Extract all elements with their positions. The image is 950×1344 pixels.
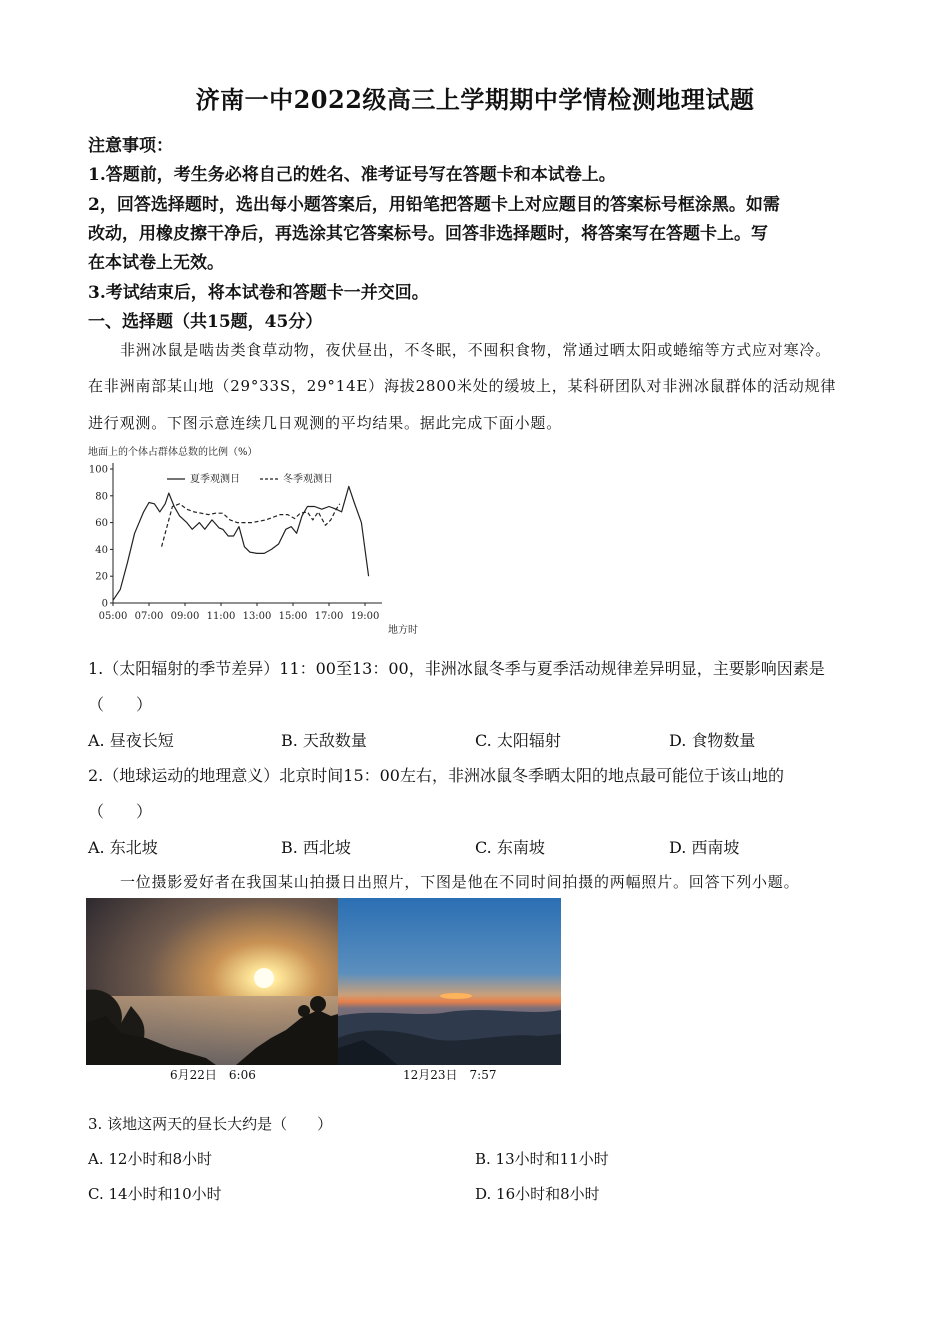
q3-stem: 3. 该地这两天的昼长大约是（ ） [88, 1115, 333, 1133]
q2-option-a[interactable]: A. 东北坡 [88, 838, 158, 857]
passage1-line-3: 进行观测。下图示意连续几日观测的平均结果。据此完成下面小题。 [88, 414, 563, 432]
notice-line-1: 1.答题前，考生务必将自己的姓名、准考证号写在答题卡和本试卷上。 [88, 165, 616, 185]
x-tick-label: 05:00 [98, 611, 128, 622]
legend-summer-label: 夏季观测日 [190, 474, 240, 485]
series-line-summer [113, 486, 369, 600]
passage1-line-1: 非洲冰鼠是啮齿类食草动物，夜伏昼出，不冬眠，不囤积食物，常通过晒太阳或蜷缩等方式应对寒冷。 [120, 341, 832, 359]
q2-stem: 2.（地球运动的地理意义）北京时间15：00左右，非洲冰鼠冬季晒太阳的地点最可能位于该山地的 [88, 766, 784, 785]
sunrise-photo-december [338, 898, 561, 1065]
chart-ylabel: 地面上的个体占群体总数的比例（%） [88, 447, 258, 458]
x-tick-label: 07:00 [134, 611, 164, 622]
y-tick-label: 100 [88, 464, 108, 476]
x-tick-label: 13:00 [242, 611, 272, 622]
x-tick-label: 11:00 [206, 611, 236, 622]
q3-option-a[interactable]: A. 12小时和8小时 [88, 1150, 212, 1168]
q1-option-c[interactable]: C. 太阳辐射 [475, 731, 561, 750]
passage1-line-2: 在非洲南部某山地（29°33S，29°14E）海拔2800米处的缓坡上，某科研团队对非洲冰鼠群体的活动规律 [88, 377, 837, 395]
notice-line-4: 在本试卷上无效。 [88, 253, 224, 273]
activity-line-chart [84, 440, 444, 636]
notice-heading: 注意事项： [88, 136, 173, 156]
notice-line-2: 2，回答选择题时，选出每小题答案后，用铅笔把答题卡上对应题目的答案标号框涂黑。如需 [88, 195, 780, 215]
page-title: 济南一中2022级高三上学期期中学情检测地理试题 [195, 85, 755, 114]
x-tick-label: 19:00 [350, 611, 380, 622]
q2-option-d[interactable]: D. 西南坡 [669, 838, 740, 857]
x-tick-label: 17:00 [314, 611, 344, 622]
q2-option-c[interactable]: C. 东南坡 [475, 838, 545, 857]
x-tick-label: 09:00 [170, 611, 200, 622]
y-tick-label: 0 [101, 598, 108, 610]
q1-option-d[interactable]: D. 食物数量 [669, 731, 756, 750]
q1-paren: （ ） [88, 695, 153, 714]
q3-option-b[interactable]: B. 13小时和11小时 [475, 1150, 609, 1168]
q2-option-b[interactable]: B. 西北坡 [281, 838, 351, 857]
x-tick-label: 15:00 [278, 611, 308, 622]
q3-option-c[interactable]: C. 14小时和10小时 [88, 1185, 222, 1203]
sunrise-photo-june [86, 898, 338, 1065]
notice-line-3: 改动，用橡皮擦干净后，再选涂其它答案标号。回答非选择题时，将答案写在答题卡上。写 [88, 224, 768, 244]
notice-line-5: 3.考试结束后，将本试卷和答题卡一并交回。 [88, 283, 429, 303]
section-heading: 一、选择题（共15题，45分） [88, 312, 323, 332]
legend-winter-label: 冬季观测日 [283, 474, 333, 485]
photo-caption-june: 6月22日 6:06 [170, 1068, 256, 1082]
y-tick-label: 40 [95, 544, 108, 556]
y-tick-label: 60 [95, 518, 108, 530]
y-tick-label: 80 [95, 491, 108, 503]
photo-caption-december: 12月23日 7:57 [403, 1068, 497, 1082]
y-tick-label: 20 [95, 571, 108, 583]
q1-stem: 1.（太阳辐射的季节差异）11：00至13：00，非洲冰鼠冬季与夏季活动规律差异明显，主要影响因素是 [88, 659, 825, 678]
chart-xlabel: 地方时 [388, 625, 418, 636]
q2-paren: （ ） [88, 802, 153, 821]
passage2: 一位摄影爱好者在我国某山拍摄日出照片，下图是他在不同时间拍摄的两幅照片。回答下列小题。 [120, 873, 800, 891]
q3-option-d[interactable]: D. 16小时和8小时 [475, 1185, 600, 1203]
q1-option-b[interactable]: B. 天敌数量 [281, 731, 367, 750]
q1-option-a[interactable]: A. 昼夜长短 [88, 731, 174, 750]
